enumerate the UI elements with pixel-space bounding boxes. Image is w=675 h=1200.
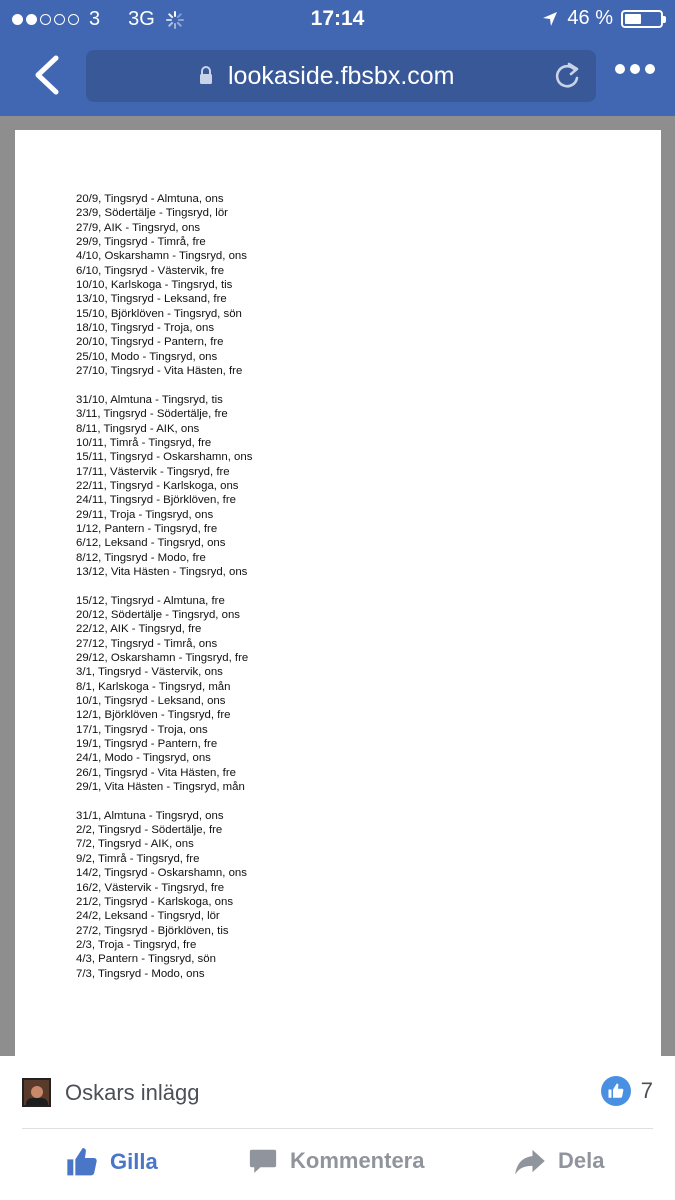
schedule-line: 10/10, Karlskoga - Tingsryd, tis: [76, 279, 233, 292]
reload-icon[interactable]: [552, 60, 582, 92]
status-right: [541, 7, 663, 30]
schedule-line: 26/1, Tingsryd - Vita Hästen, fre: [76, 766, 236, 779]
schedule-line: 27/10, Tingsryd - Vita Hästen, fre: [76, 365, 243, 378]
schedule-line: 12/1, Björklöven - Tingsryd, fre: [76, 709, 231, 722]
schedule-line: 13/10, Tingsryd - Leksand, fre: [76, 293, 227, 306]
post-actions: [0, 1146, 675, 1186]
url-text: lookaside.fbsbx.com: [228, 62, 455, 90]
comment-button[interactable]: [248, 1146, 424, 1176]
schedule-line: 27/9, AIK - Tingsryd, ons: [76, 221, 201, 234]
schedule-line: 13/12, Vita Hästen - Tingsryd, ons: [76, 565, 248, 578]
schedule-line: 27/2, Tingsryd - Björklöven, tis: [76, 924, 229, 937]
schedule-line: 15/11, Tingsryd - Oskarshamn, ons: [76, 451, 253, 464]
schedule-line: 24/2, Leksand - Tingsryd, lör: [76, 910, 220, 923]
schedule-line: 17/11, Västervik - Tingsryd, fre: [76, 465, 230, 478]
like-button[interactable]: [66, 1146, 158, 1178]
schedule-line: 24/1, Modo - Tingsryd, ons: [76, 752, 211, 765]
document-page: [15, 130, 661, 1060]
thumbs-up-icon: [66, 1146, 98, 1178]
schedule-line: 20/12, Södertälje - Tingsryd, ons: [76, 608, 240, 621]
clock: 17:14: [310, 7, 365, 30]
schedule-line: 15/12, Tingsryd - Almtuna, fre: [76, 594, 225, 607]
schedule-line: 10/11, Timrå - Tingsryd, fre: [76, 436, 212, 449]
schedule-line: 20/9, Tingsryd - Almtuna, ons: [76, 193, 224, 205]
battery-percent: 46 %: [567, 7, 613, 29]
like-button-label: Gilla: [110, 1149, 158, 1174]
game-schedule: [76, 192, 252, 995]
schedule-line: 17/1, Tingsryd - Troja, ons: [76, 723, 208, 736]
network-label: 3G: [128, 8, 155, 30]
post-author[interactable]: [22, 1078, 200, 1107]
post-footer: [0, 1056, 675, 1200]
schedule-line: 19/1, Tingsryd - Pantern, fre: [76, 738, 218, 751]
schedule-line: 7/2, Tingsryd - AIK, ons: [76, 838, 194, 851]
schedule-line: 2/3, Troja - Tingsryd, fre: [76, 938, 197, 951]
schedule-line: 24/11, Tingsryd - Björklöven, fre: [76, 494, 236, 507]
schedule-line: 14/2, Tingsryd - Oskarshamn, ons: [76, 867, 247, 880]
carrier-label: 3: [89, 8, 101, 30]
schedule-line: 3/11, Tingsryd - Södertälje, fre: [76, 408, 228, 421]
schedule-line: 4/10, Oskarshamn - Tingsryd, ons: [76, 250, 247, 263]
schedule-line: 25/10, Modo - Tingsryd, ons: [76, 350, 218, 363]
schedule-line: 10/1, Tingsryd - Leksand, ons: [76, 695, 226, 708]
avatar[interactable]: [22, 1078, 51, 1107]
schedule-line: 31/1, Almtuna - Tingsryd, ons: [76, 809, 224, 822]
schedule-line: 8/12, Tingsryd - Modo, fre: [76, 551, 206, 564]
schedule-line: 8/11, Tingsryd - AIK, ons: [76, 422, 200, 435]
schedule-line: 27/12, Tingsryd - Timrå, ons: [76, 637, 218, 650]
schedule-line: 1/12, Pantern - Tingsryd, fre: [76, 522, 218, 535]
schedule-line: 16/2, Västervik - Tingsryd, fre: [76, 881, 225, 894]
document-viewer[interactable]: [0, 116, 675, 1056]
schedule-line: 29/1, Vita Hästen - Tingsryd, mån: [76, 781, 245, 794]
top-bar: [0, 0, 675, 116]
url-bar[interactable]: [86, 50, 596, 102]
schedule-line: 7/3, Tingsryd - Modo, ons: [76, 967, 205, 980]
back-arrow-icon[interactable]: [28, 52, 68, 98]
schedule-block: [76, 393, 252, 579]
schedule-line: 20/10, Tingsryd - Pantern, fre: [76, 336, 224, 349]
more-options-icon[interactable]: [615, 64, 655, 74]
schedule-line: 29/12, Oskarshamn - Tingsryd, fre: [76, 652, 249, 664]
divider: [22, 1128, 653, 1129]
schedule-line: 31/10, Almtuna - Tingsryd, tis: [76, 393, 223, 406]
schedule-line: 29/9, Tingsryd - Timrå, fre: [76, 236, 206, 249]
schedule-block: [76, 192, 252, 378]
schedule-line: 18/10, Tingsryd - Troja, ons: [76, 322, 215, 335]
schedule-line: 6/10, Tingsryd - Västervik, fre: [76, 264, 225, 277]
schedule-line: 29/11, Troja - Tingsryd, ons: [76, 508, 214, 521]
schedule-block: [76, 809, 252, 981]
schedule-line: 23/9, Södertälje - Tingsryd, lör: [76, 207, 228, 220]
schedule-line: 21/2, Tingsryd - Karlskoga, ons: [76, 895, 234, 908]
comment-icon: [248, 1146, 278, 1176]
schedule-line: 15/10, Björklöven - Tingsryd, sön: [76, 307, 242, 320]
schedule-line: 2/2, Tingsryd - Södertälje, fre: [76, 824, 223, 837]
schedule-line: 4/3, Pantern - Tingsryd, sön: [76, 953, 216, 966]
location-arrow-icon: [541, 10, 559, 28]
schedule-line: 22/11, Tingsryd - Karlskoga, ons: [76, 479, 239, 492]
like-summary[interactable]: [601, 1076, 653, 1106]
post-author-label[interactable]: Oskars inlägg: [65, 1079, 200, 1105]
status-bar: [0, 0, 675, 38]
schedule-line: 3/1, Tingsryd - Västervik, ons: [76, 666, 223, 679]
comment-button-label: Kommentera: [290, 1148, 425, 1173]
share-button[interactable]: [514, 1146, 604, 1176]
like-reaction-icon: [601, 1076, 631, 1106]
like-count: 7: [640, 1078, 653, 1103]
share-arrow-icon: [514, 1146, 546, 1176]
schedule-line: 6/12, Leksand - Tingsryd, ons: [76, 537, 226, 550]
schedule-line: 9/2, Timrå - Tingsryd, fre: [76, 852, 200, 865]
lock-icon: [198, 66, 214, 86]
schedule-line: 22/12, AIK - Tingsryd, fre: [76, 623, 202, 636]
schedule-block: [76, 594, 252, 795]
share-button-label: Dela: [558, 1148, 605, 1173]
schedule-line: 8/1, Karlskoga - Tingsryd, mån: [76, 680, 231, 693]
battery-icon: [621, 10, 663, 28]
